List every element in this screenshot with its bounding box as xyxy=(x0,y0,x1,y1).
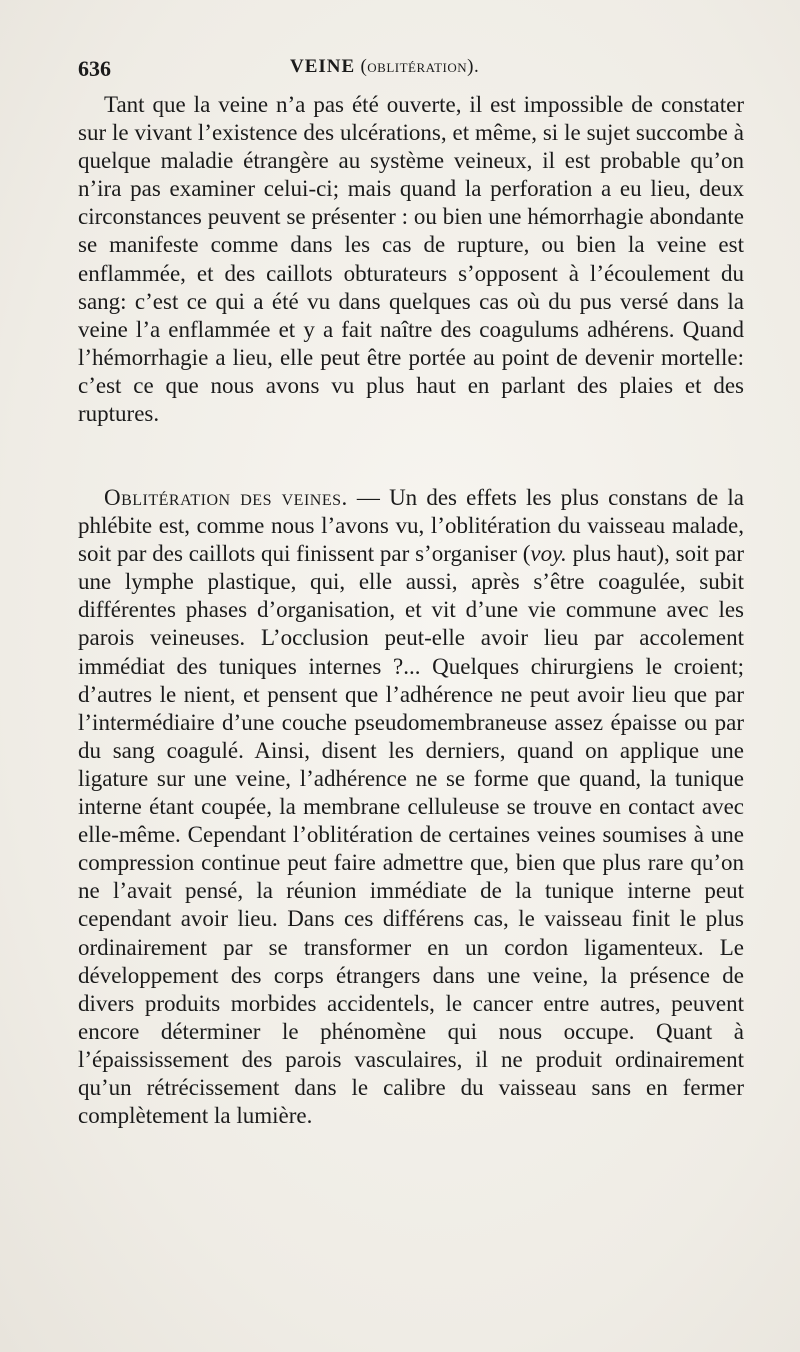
page-header xyxy=(78,56,744,84)
running-head xyxy=(290,56,479,78)
paragraph-ulcerations: Tant que la veine n’a pas été ouverte, il est impossible de constater sur le vivant l’existence des ulcérations, et même, si le sujet succombe à quelque maladie étrangère au système veineux, il est probable qu’on n’ira pas examiner celui-ci; mais quand la perforation a eu lieu, deux circonstances peuvent se présenter : ou bien une hémorrhagie abondante se manifeste comme dans les cas de rupture, ou bien la veine est enflammée, et des caillots obturateurs s’opposent à l’écoulement du sang: c’est ce qui a été vu dans quelques cas où du pus versé dans la veine l’a enflammée et y a fait naître des coagulums adhérens. Quand l’hémorrhagie a lieu, elle peut être portée au point de devenir mortelle: c’est ce que nous avons vu plus haut en parlant des plaies et des ruptures. xyxy=(78,92,744,427)
paragraph-obliteration xyxy=(78,484,744,1130)
running-head-rest: (oblitération). xyxy=(355,56,480,77)
running-head-lead: VEINE xyxy=(290,56,356,77)
page-number: 636 xyxy=(78,56,111,81)
section-heading: Oblitération des veines. xyxy=(104,485,348,510)
paragraph-text-a: — Un des effets les plus constans de la phlébite est, comme nous l’avons vu, l’oblitération du vaisseau malade, soit par des caillots qui finissent par s’organiser ( xyxy=(78,485,744,567)
voy-abbreviation: voy. xyxy=(530,541,567,567)
paragraph-text-b: plus haut), soit par une lymphe plastique, qui, elle aussi, après s’être coagulée, subit différentes phases d’organisation, et vit d’une vie commune avec les parois veineuses. L’occlusion peut-elle avoir lieu par accolement immédiat des tuniques internes ?... Quelques chirurgiens le croient; d’autres le nient, et pensent que l’adhérence ne peut avoir lieu que par l’intermédiaire d’une couche pseudomembraneuse assez épaisse ou par du sang coagulé. Ainsi, disent les derniers, quand on applique une ligature sur une veine, l’adhérence ne se forme que quand, la tunique interne étant coupée, la membrane celluleuse se trouve en contact avec elle-même. Cependant l’oblitération de certaines veines soumises à une compression continue peut faire admettre que, bien que plus rare qu’on ne l’avait pensé, la réunion immédiate de la tunique interne peut cependant avoir lieu. Dans ces différens cas, le vaisseau finit le plus ordinairement par se transformer en un cordon ligamenteux. Le développement des corps étrangers dans une veine, la présence de divers produits morbides accidentels, le cancer entre autres, peuvent encore déterminer le phénomène qui nous occupe. Quant à l’épaississement des parois vasculaires, il ne produit ordinairement qu’un rétrécissement dans le calibre du vaisseau sans en fermer complètement la lumière. xyxy=(78,541,744,1129)
